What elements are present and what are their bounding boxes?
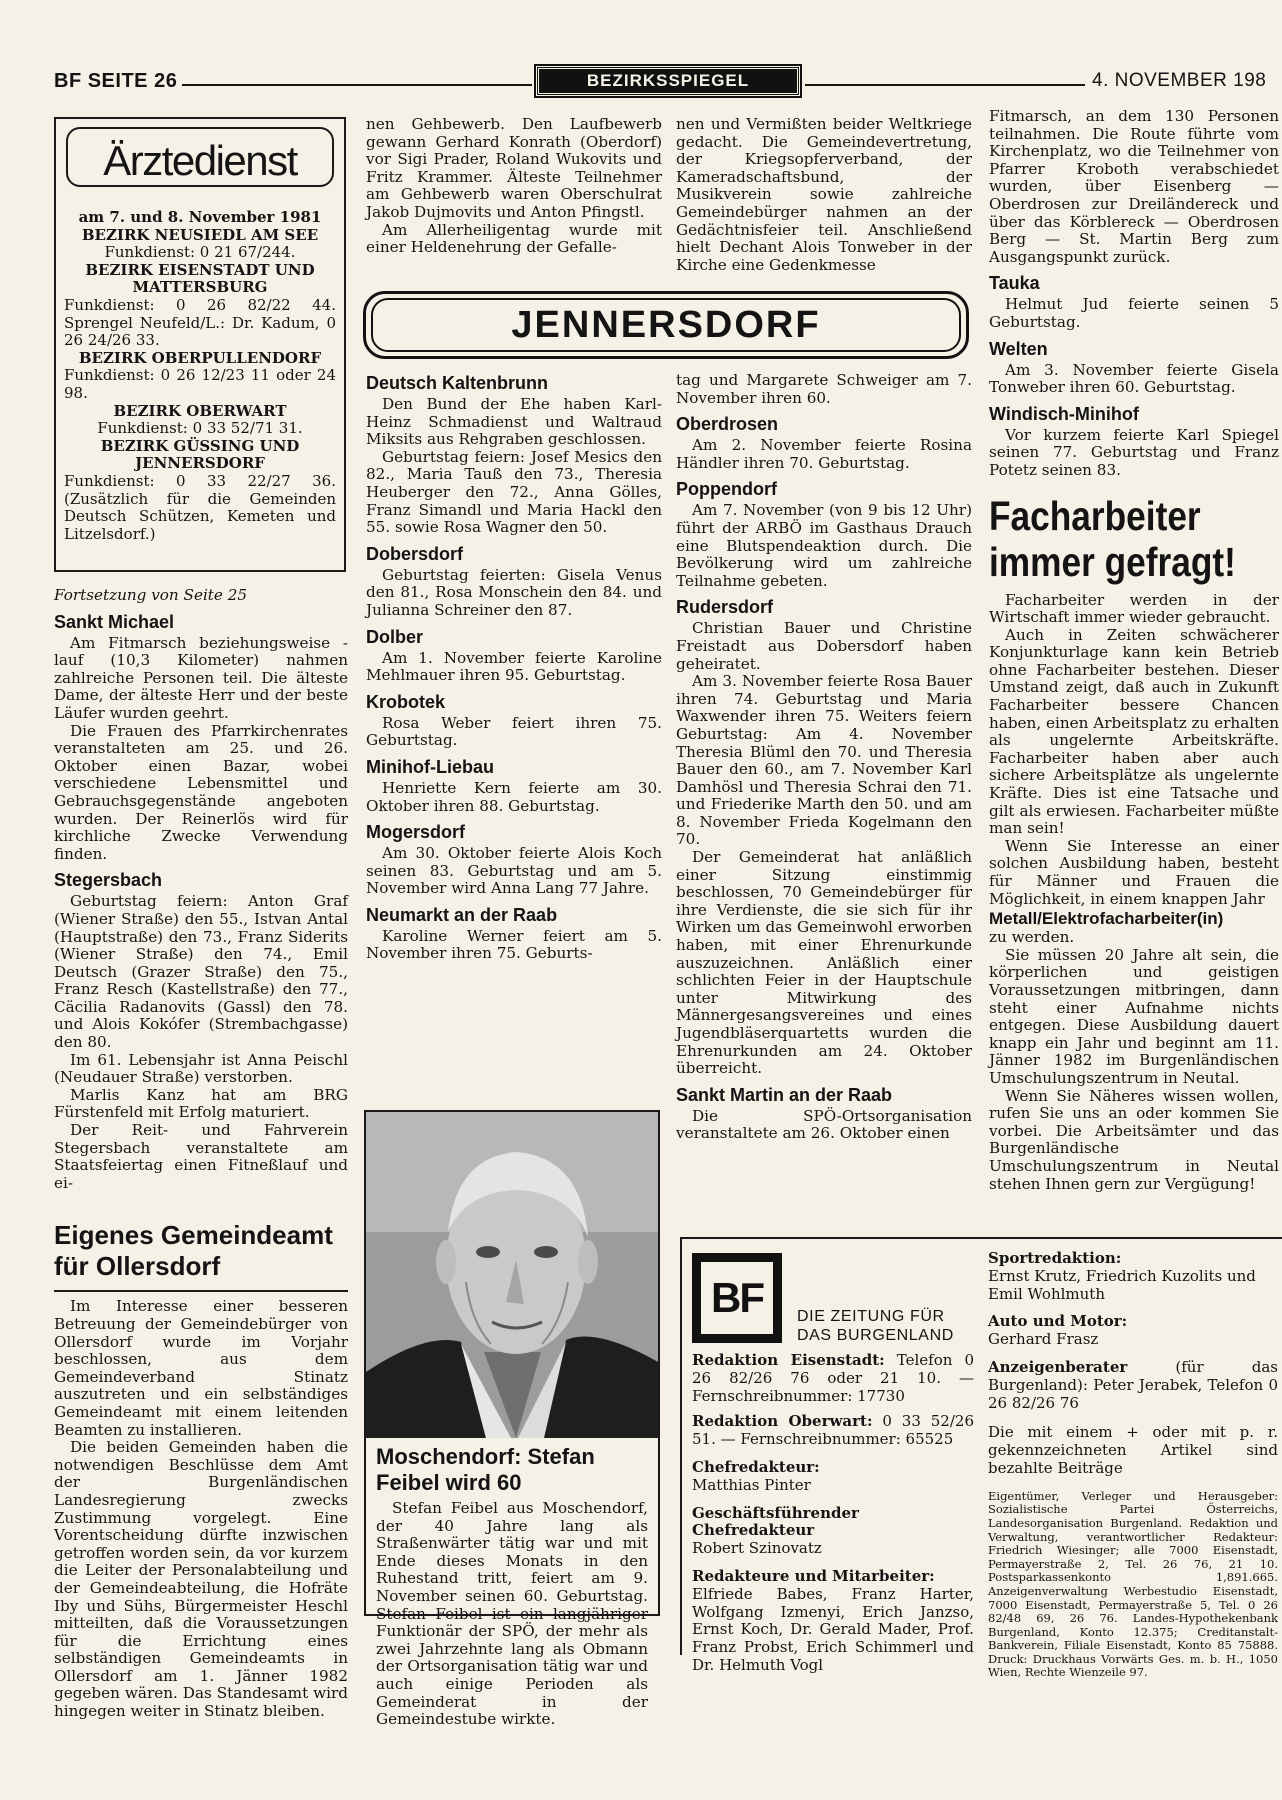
- issue-date: 4. NOVEMBER 198: [1092, 70, 1267, 91]
- paragraph: Geburtstag feierten: Gisela Venus den 81., Rosa Monschein den 84. und Julianna Schreiner den 87.: [366, 565, 662, 619]
- district-heading: BEZIRK OBERPULLENDORF: [78, 348, 322, 367]
- paragraph: Sie müssen 20 Jahre alt sein, die körperlichen und geistigen Voraussetzungen mitbringen, dann steht einer Aufnahme nichts entgegen. Diese Ausbildung dauert knapp ein Jahr und beginnt am 11. Jänner 1982 im Burgenländischen Umschulungszentrum in Neutal.: [989, 945, 1279, 1087]
- label: Redaktion Oberwart:: [692, 1412, 873, 1431]
- district-heading: BEZIRK EISENSTADT UND MATTERSBURG: [85, 260, 315, 297]
- headline-facharbeiter-1: Facharbeiter: [989, 492, 1201, 539]
- district-heading: BEZIRK NEUSIEDL AM SEE: [81, 225, 319, 244]
- aerztedienst-box: [54, 117, 346, 572]
- district-heading: BEZIRK GÜSSING UND JENNERSDORF: [100, 436, 300, 473]
- bf-logo-text: BF: [701, 1262, 773, 1334]
- jennersdorf-banner: [363, 291, 969, 359]
- heading-sankt-martin: Sankt Martin an der Raab: [676, 1084, 893, 1105]
- tagline-line: DIE ZEITUNG FÜR: [797, 1308, 945, 1325]
- paragraph: Helmut Jud feierte seinen 5 Geburtstag.: [989, 295, 1279, 331]
- impressum-right: [988, 1250, 1278, 1680]
- impressum-anzeigen: [988, 1359, 1278, 1412]
- heading-welten: Welten: [989, 338, 1048, 359]
- paragraph: Auch in Zeiten schwächerer Konjunkturlage kann kein Betrieb ohne Facharbeiter bestehen. Dieser Umstand zeigt, daß auch in Zukunft Facharbeiter bessere Chancen haben, einen Arbeitsplatz zu erhalten als ungelernte Arbeitskräfte. Facharbeiter haben aber auch sichere Arbeitsplätze als ungelernte Kräfte. Dies ist eine Tatsache und gilt als erwiesen. Facharbeiter müßte man sein!: [989, 625, 1279, 838]
- label: Redakteure und Mitarbeiter:: [692, 1566, 935, 1585]
- tagline-line: DAS BURGENLAND: [797, 1327, 954, 1344]
- label: Geschäftsführender Chefredakteur: [692, 1503, 859, 1540]
- paragraph: Den Bund der Ehe haben Karl-Heinz Schmadienst und Waltraud Miksits aus Rehgraben geschlossen.: [366, 395, 662, 449]
- paragraph: Wenn Sie Interesse an einer solchen Ausbildung haben, besteht für Männer und Frauen die Möglichkeit, in einem knappen Jahr: [989, 836, 1279, 908]
- aerztedienst-body: [64, 209, 336, 543]
- headline-ollersdorf: Eigenes Gemeindeamt für Ollersdorf: [54, 1220, 333, 1282]
- column-1: [54, 587, 348, 1752]
- jennersdorf-title: JENNERSDORF: [371, 298, 961, 352]
- paragraph: Christian Bauer und Christine Freistadt aus Dobersdorf haben geheiratet.: [676, 619, 972, 673]
- heading-windisch-minihof: Windisch-Minihof: [989, 403, 1139, 424]
- heading-minihof-liebau: Minihof-Liebau: [366, 756, 494, 777]
- paragraph: Am 1. November feierte Karoline Mehlmauer ihren 95. Geburtstag.: [366, 648, 662, 685]
- column-3: [676, 372, 972, 1228]
- section-banner: [536, 66, 800, 96]
- column-3-top: [676, 116, 972, 286]
- value: Robert Szinovatz: [692, 1539, 822, 1558]
- paid-note: Die mit einem + oder mit p. r. gekennzeichneten Artikel sind bezahlte Beiträge: [988, 1423, 1278, 1477]
- aerztedienst-date: am 7. und 8. November 1981: [78, 208, 322, 226]
- paragraph: Marlis Kanz hat am BRG Fürstenfeld mit Erfolg maturiert.: [54, 1085, 348, 1122]
- photo-story-headline: Moschendorf: Stefan Feibel wird 60: [376, 1444, 595, 1495]
- paragraph: tag und Margarete Schweiger am 7. November ihren 60.: [676, 371, 972, 407]
- paragraph: Am 3. November feierte Rosa Bauer ihren 74. Geburtstag und Maria Waxwender ihren 75. Weiters feiern Geburtstag: Am 4. November Theresia Blüml den 70. und Theresia Bauer den 60., am 7. November Karl Damhösl und Theresia Schrai den 71. und Friederike Marth den 50. und am 8. November Frieda Kogelmann den 70.: [676, 672, 972, 849]
- paragraph: Die beiden Gemeinden haben die notwendigen Beschlüsse dem Amt der Burgenländischen Landesregierung zwecks Zustimmung vorgelegt. Eine Vorentscheidung dürfte inzwischen getroffen worden sein, da vor kurzem die Leiter der Personalabteilung und der Gemeindeabteilung, die Hofräte Iby und Sühs, Bürgermeister Heschl mitteilten, daß die Voraussetzungen für die Errichtung eines selbständigen Gemeindeamts in Ollersdorf am 1. Jänner 1982 gegeben wären. Das Standesamt wird hingegen weiter in Stinatz bleiben.: [54, 1438, 348, 1721]
- paragraph: Die SPÖ-Ortsorganisation veranstaltete am 26. Oktober einen: [676, 1106, 972, 1143]
- label: Sportredaktion:: [988, 1249, 1122, 1267]
- impressum-oberwart: [692, 1413, 974, 1449]
- paragraph: Vor kurzem feierte Karl Spiegel seinen 77. Geburtstag und Franz Potetz seinen 83.: [989, 425, 1279, 479]
- page-number: BF SEITE 26: [54, 70, 178, 92]
- impressum-eisenstadt: [692, 1352, 974, 1405]
- value: 0 33 52/26 51. — Fernschreibnummer: 65525: [692, 1412, 974, 1449]
- label: Redaktion Eisenstadt:: [692, 1351, 885, 1369]
- value: (für das Burgenland): Peter Jerabek, Telefon 0 26 82/26 76: [988, 1357, 1278, 1412]
- bf-logo: [692, 1253, 782, 1343]
- value: Elfriede Babes, Franz Harter, Wolfgang Izmenyi, Erich Janzso, Ernst Koch, Dr. Gerald Mader, Prof. Franz Probst, Erich Schimmerl und Dr. Helmuth Vogl: [692, 1584, 974, 1674]
- paragraph: Henriette Kern feierte am 30. Oktober ihren 88. Geburtstag.: [366, 778, 662, 815]
- column-4: [989, 108, 1279, 1233]
- paragraph: Am 2. November feierte Rosina Händler ihren 70. Geburtstag.: [676, 436, 972, 472]
- header-rule-left: [182, 84, 532, 86]
- paragraph: Am Fitmarsch beziehungsweise -lauf (10,3 Kilometer) nahmen zahlreiche Personen teil. Die älteste Dame, der älteste Herr und der beste Läufer wurden geehrt.: [54, 633, 348, 722]
- district-phone: Funkdienst: 0 21 67/244.: [104, 243, 296, 262]
- column-2: [366, 372, 662, 1097]
- paragraph: Der Gemeinderat hat anläßlich einer Sitzung einstimmig beschlossen, 70 Gemeindebürger für ihre Verdienste, die sie sich für ihr Wirken um das Gemeinwohl erworben haben, mit einer Ehrenurkunde auszuzeichnen. Anläßlich einer schlichten Feier in der Hauptschule unter Mitwirkung des Männergesangsvereines und eines Jugendbläserquartetts wurden die Ehrenurkunden am 24. Oktober überreicht.: [676, 848, 972, 1078]
- value: Gerhard Frasz: [988, 1330, 1099, 1349]
- district-phone: Funkdienst: 0 33 52/71 31.: [97, 419, 303, 438]
- district-phone: Funkdienst: 0 26 82/22 44. Sprengel Neufeld/L.: Dr. Kadum, 0 26 24/26 33.: [64, 295, 336, 350]
- photo-story-box: [364, 1110, 660, 1729]
- heading-rudersdorf: Rudersdorf: [676, 597, 774, 618]
- value: Matthias Pinter: [692, 1475, 811, 1494]
- value: Telefon 0 26 82/26 76 oder 21 10. — Fernschreibnummer: 17730: [692, 1351, 974, 1405]
- heading-krobotek: Krobotek: [366, 691, 446, 712]
- impressum-left: [692, 1352, 974, 1675]
- bf-tagline: [797, 1307, 954, 1345]
- paragraph: Stefan Feibel aus Moschendorf, der 40 Jahre lang als Straßenwärter tätig war und mit Ende dieses Monats in den Ruhestand tritt, feiert am 9. November seinen 60. Geburtstag. Stefan Feibel ist ein langjähriger Funktionär der SPÖ, der mehr als zwei Jahrzehnte lang als Obmann der Ortsorganisation tätig war und auch einige Perioden als Gemeinderat in der Gemeindestube wirkte.: [376, 1499, 648, 1729]
- legal-notice: Eigentümer, Verleger und Herausgeber: Sozialistische Partei Österreichs, Landesorganisation Burgenland. Redaktion und Verwaltung, verantwortlicher Redakteur: Friedrich Wiesinger; alle 7000 Eisenstadt, Permayerstraße 2, Tel. 26 76, 21 10. Postsparkassenkonto 1,891.665. Anzeigenverwaltung Werbestudio Eisenstadt, 7000 Eisenstadt, Permayerstraße 5, Tel. 0 26 82/48 69, 26 76. Landes-Hypothekenbank Burgenland, Konto 12.375; Creditanstalt-Bankverein, Filiale Eisenstadt, Konto 85 75888. Druck: Druckhaus Vorwärts Ges. m. b. H., 1050 Wien, Rechte Wienzeile 97.: [988, 1488, 1278, 1680]
- paragraph: Am Allerheiligentag wurde mit einer Heldenehrung der Gefalle-: [366, 220, 662, 257]
- district-phone: Funkdienst: 0 26 12/23 11 oder 24 98.: [64, 366, 336, 402]
- paragraph: Karoline Werner feiert am 5. November ihren 75. Geburts-: [366, 926, 662, 963]
- portrait-photo: [366, 1112, 658, 1438]
- continuation-note: Fortsetzung von Seite 25: [54, 586, 248, 604]
- header-rule-right: [805, 84, 1085, 86]
- paragraph: Am 3. November feierte Gisela Tonweber ihren 60. Geburtstag.: [989, 360, 1279, 397]
- paragraph: Rosa Weber feiert ihren 75. Geburtstag.: [366, 713, 662, 750]
- paragraph: Wenn Sie Näheres wissen wollen, rufen Sie uns an oder kommen Sie vorbei. Die Arbeitsämter und das Burgenländische Umschulungszentrum in Neutal stehen Ihnen gern zur Vergügung!: [989, 1086, 1279, 1193]
- paragraph: zu werden.: [989, 928, 1075, 947]
- subhead-metall: Metall/Elektrofacharbeiter(in): [989, 909, 1224, 929]
- photo-story-text: [376, 1444, 648, 1729]
- district-phone: Funkdienst: 0 33 22/27 36. (Zusätzlich für die Gemeinden Deutsch Schützen, Kemeten und Litzelsdorf.): [64, 471, 336, 543]
- heading-mogersdorf: Mogersdorf: [366, 822, 465, 843]
- aerztedienst-title: Ärztedienst: [66, 127, 334, 187]
- heading-neumarkt: Neumarkt an der Raab: [366, 904, 558, 925]
- paragraph: nen Gehbewerb. Den Laufbewerb gewann Gerhard Konrath (Oberdorf) vor Sigi Prader, Roland Wukovits und Fritz Krammer. Älteste Teilnehmer am Gehbewerb waren Oberschulrat Jakob Dujmovits und Anton Pfingstl.: [366, 115, 662, 221]
- heading-oberdrosen: Oberdrosen: [676, 414, 779, 435]
- section-title: BEZIRKSSPIEGEL: [586, 71, 750, 90]
- paragraph: Im Interesse einer besseren Betreuung der Gemeindebürger von Ollersdorf wurde im Vorjahr beschlossen, aus dem Gemeindeverband Stinatz auszutreten und ein selbständiges Gemeindeamt mit einem leitenden Beamten zu installieren.: [54, 1297, 348, 1439]
- paragraph: Am 7. November (von 9 bis 12 Uhr) führt der ARBÖ im Gasthaus Drauch eine Blutspendeaktion durch. Die Bevölkerung wird um zahlreiche Teilnahme gebeten.: [676, 501, 972, 590]
- paragraph: Der Reit- und Fahrverein Stegersbach veranstaltete am Staatsfeiertag einen Fitneßlauf und ei-: [54, 1121, 348, 1192]
- paragraph: Die Frauen des Pfarrkirchenrates veranstalteten am 25. und 26. Oktober einen Bazar, wobei verschiedene Lebensmittel und Gebrauchsgegenstände angeboten wurden. Der Reinerlös wird für kirchliche Zwecke Verwendung finden.: [54, 721, 348, 863]
- label: Anzeigenberater: [988, 1357, 1128, 1376]
- column-2-top: [366, 116, 662, 286]
- label: Auto und Motor:: [988, 1312, 1128, 1331]
- paragraph: Fitmarsch, an dem 130 Personen teilnahmen. Die Route führte vom Kirchenplatz, wo die Teilnehmer von Pfarrer Kroboth verabschiedet wurden, über Eisenberg — Oberdrosen zur Dreiländereck und über das Körblereck — Oberdrosen Berg — St. Martin Berg zum Ausgangspunkt zurück.: [989, 107, 1279, 266]
- paragraph: Am 30. Oktober feierte Alois Koch seinen 83. Geburtstag und am 5. November wird Anna Lang 77 Jahre.: [366, 844, 662, 898]
- paragraph: Im 61. Lebensjahr ist Anna Peischl (Neudauer Straße) verstorben.: [54, 1050, 348, 1087]
- heading-poppendorf: Poppendorf: [676, 479, 777, 500]
- paragraph: Geburtstag feiern: Josef Mesics den 82., Maria Tauß den 73., Theresia Heuberger den 72., Anna Gölles, Franz Simandl und Maria Hackl den 55. sowie Rosa Wagner den 50.: [366, 447, 662, 537]
- paragraph: nen und Vermißten beider Weltkriege gedacht. Die Gemeindevertretung, der Kriegsopferverband, der Kameradschaftsbund, der Musikverein sowie zahlreiche Gemeindebürger nahmen an der Gedächtnisfeier teil. Anschließend hielt Dechant Alois Tonweber in der Kirche eine Gedenkmesse: [676, 115, 972, 274]
- value: Ernst Krutz, Friedrich Kuzolits und Emil Wohlmuth: [988, 1266, 1256, 1303]
- headline-rule: [54, 1290, 348, 1292]
- district-heading: BEZIRK OBERWART: [113, 401, 287, 420]
- heading-dolber: Dolber: [366, 626, 424, 647]
- heading-dobersdorf: Dobersdorf: [366, 543, 464, 564]
- paragraph: Facharbeiter werden in der Wirtschaft immer wieder gebraucht.: [989, 590, 1279, 627]
- paragraph: Geburtstag feiern: Anton Graf (Wiener Straße) den 55., Istvan Antal (Hauptstraße) den 73., Franz Siderits (Wiener Straße) den 74., Emil Deutsch (Grazer Straße) den 75., Franz Resch (Kastellstraße) den 77., Cäcilia Radanovits (Gassl) den 78. und Alois Kokófer (Strembachgasse) den 80.: [54, 892, 348, 1052]
- headline-facharbeiter-2: immer gefragt!: [989, 538, 1236, 585]
- heading-deutsch-kaltenbrunn: Deutsch Kaltenbrunn: [366, 373, 549, 393]
- heading-sankt-michael: Sankt Michael: [54, 611, 175, 632]
- heading-stegersbach: Stegersbach: [54, 870, 163, 891]
- label: Chefredakteur:: [692, 1457, 820, 1476]
- heading-tauka: Tauka: [989, 273, 1040, 294]
